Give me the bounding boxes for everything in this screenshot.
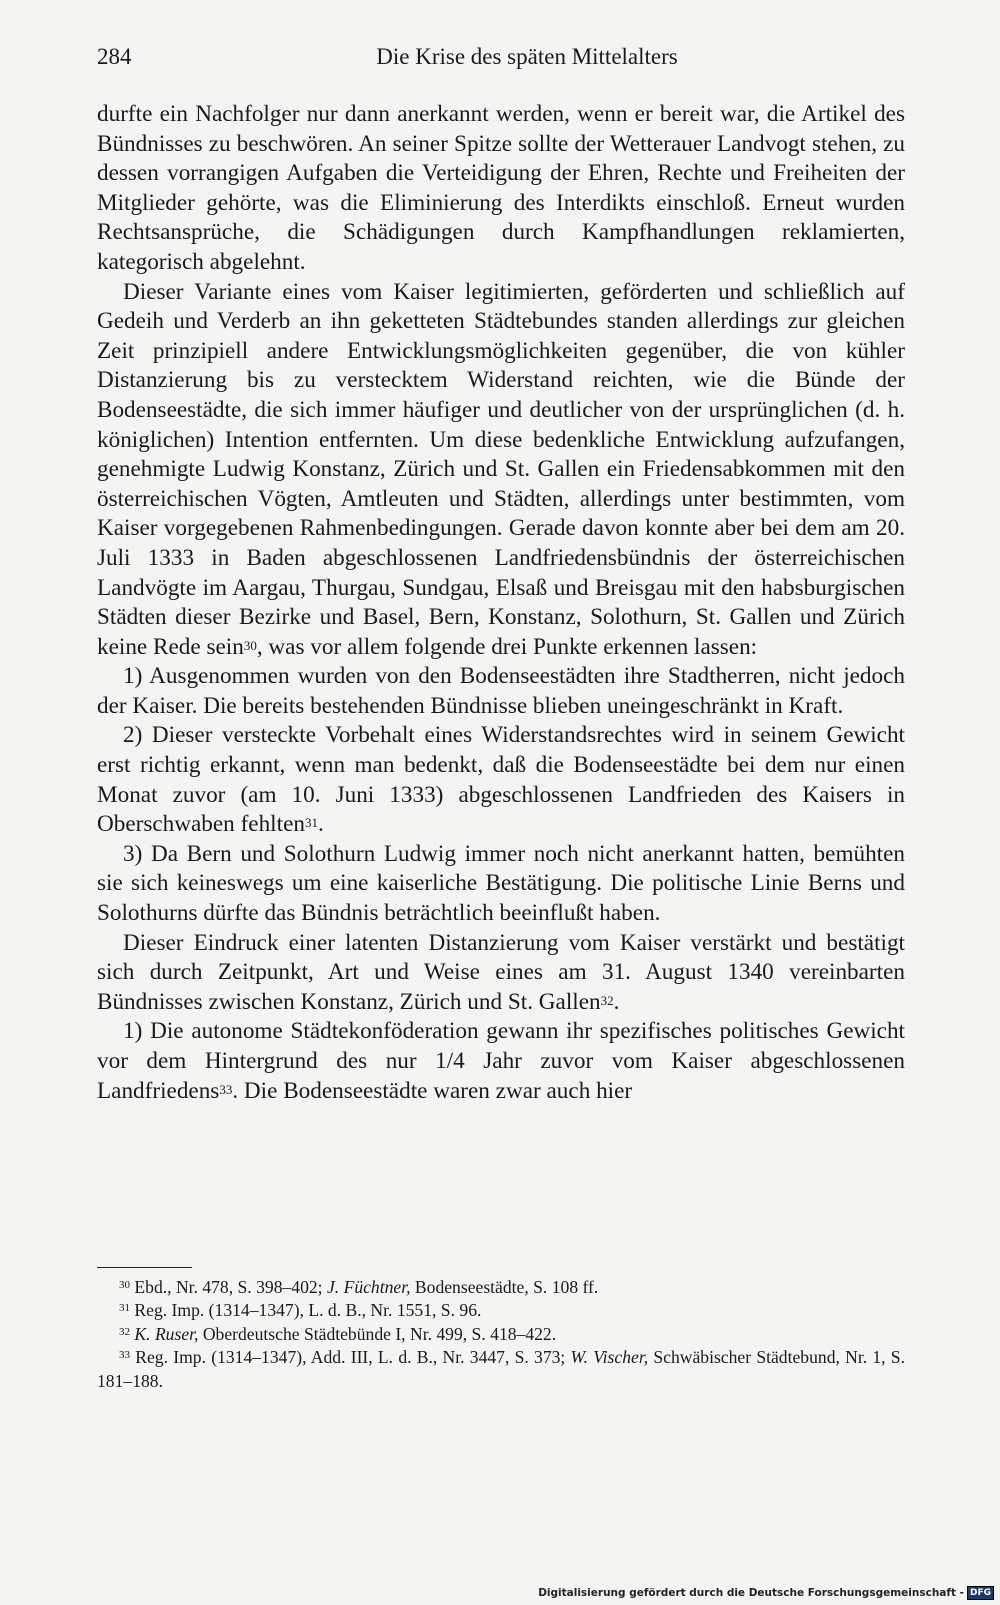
dfg-logo-icon: DFG [967, 1586, 994, 1600]
footnote-text: Reg. Imp. (1314–1347), Add. III, L. d. B., Nr. 3447, S. 373; [135, 1347, 571, 1368]
paragraph-text: Dieser Variante eines vom Kaiser legitimierten, geförderten und schließlich auf Gedeih und Verderb an ihn geketteten Städtebundes standen allerdings zur gleichen Zeit prinzipiell andere Entwicklungsmöglichkeiten gegenüber, die von kühler Distanzierung bis zu verstecktem Widerstand reichten, wie die Bünde der Bodenseestädte, die sich immer häufiger und deutlicher von der ursprünglichen (d. h. königlichen) Intention entfernten. Um diese bedenkliche Entwicklung aufzufangen, genehmigte Ludwig Konstanz, Zürich und St. Gallen ein Friedensabkommen mit den österreichischen Vögten, Amtleuten und Städten, allerdings unter bestimmten, vom Kaiser vorgegebenen Rahmenbedingungen. Gerade davon konnte aber bei dem am 20. Juli 1333 in Baden abgeschlossenen Landfriedensbündnis der österreichischen Landvögte im Aargau, Thurgau, Sundgau, Elsaß und Breisgau mit den habsburgischen Städten dieser Bezirke und Basel, Bern, Konstanz, Solothurn, St. Gallen und Zürich keine Rede sein [97, 278, 905, 660]
paragraph [97, 1017, 905, 1106]
paragraph-text: , was vor allem folgende drei Punkte erkennen lassen: [256, 633, 758, 660]
footnote-text: Bodenseestädte, S. 108 ff. [410, 1277, 599, 1297]
footnote [97, 1276, 905, 1299]
footnote-number: 32 [119, 1325, 130, 1338]
body-text [97, 100, 905, 1106]
footnote-number: 30 [119, 1279, 130, 1291]
paragraph [97, 840, 905, 929]
footnote-number: 31 [119, 1302, 130, 1315]
paragraph [97, 278, 905, 663]
footnote-text: Reg. Imp. (1314–1347), L. d. B., Nr. 1551, S. 96. [134, 1300, 482, 1321]
paragraph [97, 721, 905, 839]
footnote-ref: 32 [600, 992, 614, 1008]
footnote-text: Schwäbischer Städtebund, Nr. 1, S. 181–188. [97, 1347, 905, 1391]
footnote-divider [97, 1267, 192, 1268]
paragraph-text: 3) Da Bern und Solothurn Ludwig immer noch nicht anerkannt hatten, bemühten sie sich keineswegs um eine kaiserliche Bestätigung. Die politische Linie Berns und Solothurns dürfte das Bündnis beträchtlich beeinflußt haben. [97, 840, 905, 927]
paragraph-text: Dieser Eindruck einer latenten Distanzierung vom Kaiser verstärkt und bestätigt sich durch Zeitpunkt, Art und Weise eines am 31. August 1340 vereinbarten Bündnisses zwischen Konstanz, Zürich und St. Gallen [97, 929, 905, 1015]
digitization-credit [538, 1584, 994, 1602]
paragraph-text: . [613, 988, 620, 1015]
author-name: W. Vischer, [570, 1347, 649, 1368]
credit-text: Digitalisierung gefördert durch die Deutsche Forschungsgemeinschaft - [538, 1587, 964, 1599]
author-name: K. Ruser, [134, 1323, 199, 1344]
paragraph [97, 929, 905, 1018]
author-name: J. Füchtner, [326, 1277, 411, 1297]
paragraph-text: . Die Bodenseestädte waren zwar auch hier [232, 1077, 633, 1104]
footnote-text: Ebd., Nr. 478, S. 398–402; [134, 1277, 327, 1297]
paragraph-text: . [317, 811, 324, 838]
paragraph-text: 1) Die autonome Städtekonföderation gewann ihr spezifisches politisches Gewicht vor dem Hintergrund des nur 1/4 Jahr zuvor vom Kaiser abgeschlossenen Landfriedens [97, 1018, 905, 1104]
paragraph [97, 662, 905, 721]
footnote-number: 33 [119, 1349, 130, 1362]
footnote [97, 1299, 905, 1322]
footnote-ref: 31 [304, 815, 318, 831]
page-header [97, 44, 905, 76]
footnote-ref: 33 [219, 1081, 233, 1097]
paragraph-text: 1) Ausgenommen wurden von den Bodenseestädten ihre Stadtherren, nicht jedoch der Kaiser. Die bereits bestehenden Bündnisse blieben uneingeschränkt in Kraft. [97, 663, 905, 719]
footnote-text: Oberdeutsche Städtebünde I, Nr. 499, S. 418–422. [198, 1323, 557, 1344]
footnote-ref: 30 [243, 637, 257, 653]
footnote [97, 1346, 905, 1393]
footnote [97, 1323, 905, 1346]
footnotes [97, 1276, 905, 1393]
paragraph-text: 2) Dieser versteckte Vorbehalt eines Widerstandsrechtes wird in seinem Gewicht erst richtig erkannt, wenn man bedenkt, daß die Bodenseestädte bei dem nur einen Monat zuvor (am 10. Juni 1333) abgeschlossenen Landfrieden des Kaisers in Oberschwaben fehlten [97, 722, 905, 838]
paragraph-text: durfte ein Nachfolger nur dann anerkannt werden, wenn er bereit war, die Artikel des Bündnisses zu beschwören. An seiner Spitze sollte der Wetterauer Landvogt stehen, zu dessen vorrangigen Aufgaben die Verteidigung der Ehren, Rechte und Freiheiten der Mitglieder gehörte, was die Eliminierung des Interdikts einschloß. Erneut wurden Rechtsansprüche, die Schädigungen durch Kampfhandlungen reklamierten, kategorisch abgelehnt. [97, 101, 905, 275]
running-title: Die Krise des späten Mittelalters [376, 44, 678, 69]
page-number: 284 [97, 44, 132, 69]
paragraph [97, 100, 905, 278]
